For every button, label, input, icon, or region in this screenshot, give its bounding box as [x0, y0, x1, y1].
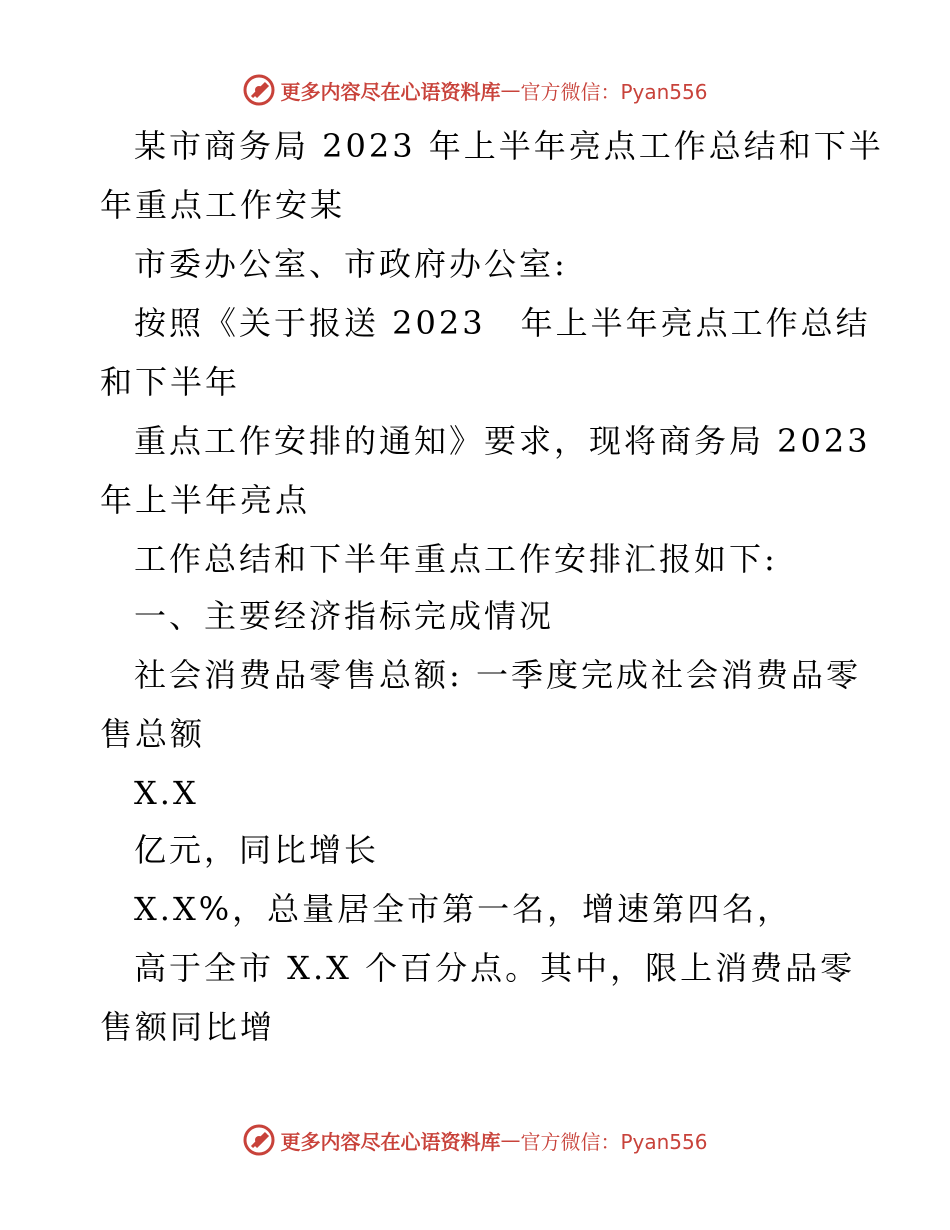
document-text-line: 售额同比增 [100, 1008, 276, 1046]
document-title-line-2: 年重点工作安某 [100, 186, 346, 224]
document-title-line-1: 某市商务局 2023 年上半年亮点工作总结和下半 [134, 127, 884, 165]
watermark-text: 更多内容尽在心语资料库 [280, 1129, 501, 1154]
quill-seal-logo-icon [242, 73, 276, 107]
document-text-line: 按照《关于报送 2023 年上半年亮点工作总结 [134, 304, 871, 342]
watermark-dash: — [500, 1128, 521, 1152]
document-text-line: X.X [134, 774, 199, 812]
document-text-line: 高于全市 X.X 个百分点。其中，限上消费品零 [134, 949, 856, 987]
watermark-dash: — [500, 78, 521, 102]
document-text-line: 售总额 [100, 715, 206, 753]
document-text-line: 重点工作安排的通知》要求，现将商务局 2023 [134, 422, 871, 460]
watermark-text: 更多内容尽在心语资料库 [280, 79, 501, 104]
watermark-contact: 官方微信：Pyan556 [520, 1129, 708, 1154]
document-text-line: 亿元，同比增长 [134, 831, 380, 869]
watermark-banner-bottom [0, 1120, 950, 1160]
document-text-line: X.X%，总量居全市第一名，增速第四名， [134, 890, 793, 928]
document-text-line: 社会消费品零售总额: 一季度完成社会消费品零 [134, 656, 861, 694]
document-text-line: 年上半年亮点 [100, 481, 311, 519]
watermark-banner-top [0, 70, 950, 110]
document-addressee: 市委办公室、市政府办公室: [134, 245, 568, 283]
document-text-line: 工作总结和下半年重点工作安排汇报如下: [134, 540, 778, 578]
quill-seal-logo-icon [242, 1123, 276, 1157]
section-heading: 一、主要经济指标完成情况 [134, 597, 555, 635]
watermark-contact: 官方微信：Pyan556 [520, 79, 708, 104]
document-text-line: 和下半年 [100, 363, 241, 401]
